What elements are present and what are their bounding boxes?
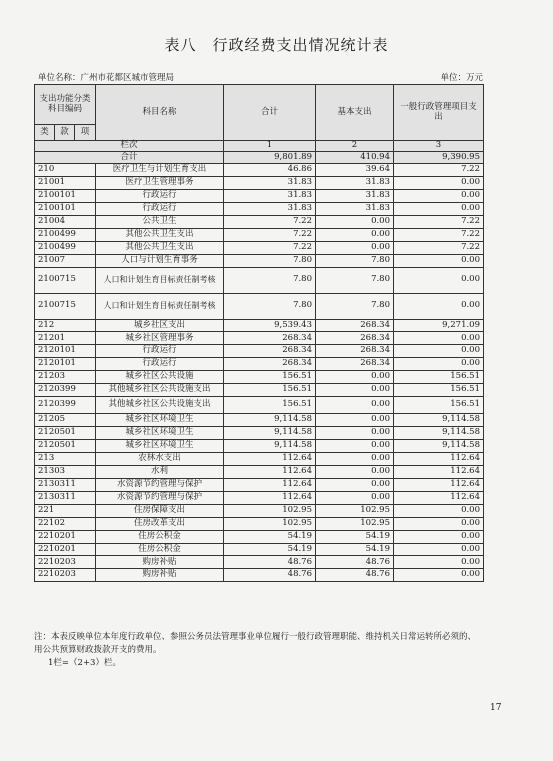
row-general: 156.51 <box>394 397 484 414</box>
row-name: 城乡社区环境卫生 <box>96 440 224 453</box>
row-basic: 7.80 <box>316 254 394 267</box>
table-row <box>35 556 484 569</box>
row-basic: 268.34 <box>316 332 394 345</box>
row-general: 0.00 <box>394 202 484 215</box>
sum-total: 9,801.89 <box>224 152 316 164</box>
table-row <box>35 228 484 241</box>
row-code: 2120399 <box>35 397 96 414</box>
table-row <box>35 569 484 582</box>
row-total: 268.34 <box>224 332 316 345</box>
row-basic: 0.00 <box>316 427 394 440</box>
table-row <box>35 504 484 517</box>
unit-name: 单位名称：广州市花都区城市管理局 <box>38 73 175 83</box>
row-general: 156.51 <box>394 384 484 397</box>
row-basic: 54.19 <box>316 543 394 556</box>
row-basic: 7.80 <box>316 267 394 293</box>
row-basic: 102.95 <box>316 504 394 517</box>
sum-general: 9,390.95 <box>394 152 484 164</box>
row-code: 210 <box>35 164 96 177</box>
row-general: 0.00 <box>394 176 484 189</box>
table-row <box>35 452 484 465</box>
row-basic: 0.00 <box>316 397 394 414</box>
row-code: 21303 <box>35 465 96 478</box>
row-basic: 0.00 <box>316 384 394 397</box>
row-code: 2100101 <box>35 189 96 202</box>
row-name: 人口与计划生育事务 <box>96 254 224 267</box>
table-row <box>35 345 484 358</box>
row-code: 2100499 <box>35 228 96 241</box>
row-basic: 0.00 <box>316 465 394 478</box>
row-code: 2100101 <box>35 202 96 215</box>
row-name: 城乡社区公共设施 <box>96 371 224 384</box>
row-code: 2130311 <box>35 478 96 491</box>
page-number: 17 <box>490 703 502 713</box>
row-general: 156.51 <box>394 371 484 384</box>
table-body <box>35 164 484 582</box>
row-code: 2210201 <box>35 543 96 556</box>
row-basic: 102.95 <box>316 517 394 530</box>
row-basic: 0.00 <box>316 452 394 465</box>
row-total: 9,114.58 <box>224 427 316 440</box>
table-row <box>35 530 484 543</box>
row-code: 2100715 <box>35 267 96 293</box>
row-total: 9,539.43 <box>224 319 316 332</box>
row-basic: 31.83 <box>316 202 394 215</box>
row-code: 221 <box>35 504 96 517</box>
header-kuan: 款 <box>55 125 75 141</box>
row-general: 112.64 <box>394 478 484 491</box>
row-total: 112.64 <box>224 452 316 465</box>
table-row <box>35 414 484 427</box>
row-name: 住房公积金 <box>96 530 224 543</box>
row-total: 7.80 <box>224 267 316 293</box>
row-name: 城乡社区管理事务 <box>96 332 224 345</box>
row-basic: 268.34 <box>316 345 394 358</box>
expense-table <box>34 84 484 582</box>
header-func-code: 支出功能分类科目编码 <box>35 85 96 125</box>
footnote-formula: 1栏=（2+3）栏。 <box>48 658 121 669</box>
table-row <box>35 465 484 478</box>
row-general: 0.00 <box>394 504 484 517</box>
footnote-text: 注：本表反映单位本年度行政单位、参照公务员法管理事业单位履行一般行政管理职能、维持机关日常运转所必须的、用公共预算财政拨款开支的费用。 <box>34 632 477 656</box>
row-basic: 39.64 <box>316 164 394 177</box>
row-code: 2120399 <box>35 384 96 397</box>
table-row <box>35 176 484 189</box>
row-basic: 0.00 <box>316 371 394 384</box>
row-basic: 0.00 <box>316 215 394 228</box>
table-row <box>35 267 484 293</box>
row-name: 行政运行 <box>96 189 224 202</box>
header-col1: 1 <box>224 141 316 152</box>
row-general: 0.00 <box>394 267 484 293</box>
row-total: 7.22 <box>224 241 316 254</box>
table-row <box>35 371 484 384</box>
row-general: 0.00 <box>394 332 484 345</box>
row-code: 2210201 <box>35 530 96 543</box>
row-code: 2120501 <box>35 427 96 440</box>
table-row <box>35 384 484 397</box>
row-total: 31.83 <box>224 202 316 215</box>
row-name: 城乡社区环境卫生 <box>96 414 224 427</box>
row-basic: 0.00 <box>316 241 394 254</box>
header-total: 合计 <box>224 85 316 141</box>
row-name: 水利 <box>96 465 224 478</box>
row-total: 31.83 <box>224 189 316 202</box>
table-row <box>35 293 484 319</box>
row-code: 2100499 <box>35 241 96 254</box>
row-name: 住房公积金 <box>96 543 224 556</box>
row-basic: 7.80 <box>316 293 394 319</box>
table-row <box>35 332 484 345</box>
row-total: 102.95 <box>224 517 316 530</box>
table-row <box>35 543 484 556</box>
row-total: 7.80 <box>224 254 316 267</box>
header-general: 一般行政管理项目支出 <box>394 85 484 141</box>
row-code: 2210203 <box>35 569 96 582</box>
row-name: 其他公共卫生支出 <box>96 241 224 254</box>
row-total: 156.51 <box>224 371 316 384</box>
header-col3: 3 <box>394 141 484 152</box>
row-code: 21203 <box>35 371 96 384</box>
table-row <box>35 241 484 254</box>
row-general: 7.22 <box>394 164 484 177</box>
table-row <box>35 397 484 414</box>
row-total: 156.51 <box>224 397 316 414</box>
row-name: 水资源节约管理与保护 <box>96 478 224 491</box>
row-general: 0.00 <box>394 543 484 556</box>
row-code: 2120501 <box>35 440 96 453</box>
table-row <box>35 440 484 453</box>
row-total: 102.95 <box>224 504 316 517</box>
table-row <box>35 478 484 491</box>
row-name: 行政运行 <box>96 358 224 371</box>
table-title: 表八 行政经费支出情况统计表 <box>164 36 389 54</box>
row-name: 住房保障支出 <box>96 504 224 517</box>
row-total: 112.64 <box>224 491 316 504</box>
table-row <box>35 319 484 332</box>
row-basic: 0.00 <box>316 478 394 491</box>
row-total: 54.19 <box>224 543 316 556</box>
row-total: 112.64 <box>224 478 316 491</box>
table-row <box>35 189 484 202</box>
row-general: 112.64 <box>394 491 484 504</box>
row-general: 0.00 <box>394 517 484 530</box>
row-code: 213 <box>35 452 96 465</box>
row-general: 0.00 <box>394 189 484 202</box>
table-row <box>35 254 484 267</box>
row-general: 7.22 <box>394 241 484 254</box>
row-total: 9,114.58 <box>224 440 316 453</box>
row-basic: 0.00 <box>316 491 394 504</box>
table-row <box>35 202 484 215</box>
row-name: 行政运行 <box>96 202 224 215</box>
table-row <box>35 164 484 177</box>
row-total: 7.22 <box>224 228 316 241</box>
header-subject: 科目名称 <box>96 85 224 141</box>
row-total: 54.19 <box>224 530 316 543</box>
row-general: 9,114.58 <box>394 427 484 440</box>
unit-label: 单位：万元 <box>440 73 483 83</box>
row-code: 2120101 <box>35 358 96 371</box>
row-name: 人口和计划生育目标责任制考核 <box>96 293 224 319</box>
row-code: 2100715 <box>35 293 96 319</box>
row-total: 48.76 <box>224 556 316 569</box>
row-code: 21001 <box>35 176 96 189</box>
row-general: 0.00 <box>394 254 484 267</box>
row-general: 7.22 <box>394 228 484 241</box>
row-general: 0.00 <box>394 345 484 358</box>
row-name: 农林水支出 <box>96 452 224 465</box>
row-name: 医疗卫生管理事务 <box>96 176 224 189</box>
table-row <box>35 215 484 228</box>
row-name: 购房补贴 <box>96 569 224 582</box>
row-total: 31.83 <box>224 176 316 189</box>
row-basic: 0.00 <box>316 440 394 453</box>
header-xiang: 项 <box>75 125 96 141</box>
sum-label: 合计 <box>35 152 224 164</box>
row-total: 7.80 <box>224 293 316 319</box>
row-code: 2210203 <box>35 556 96 569</box>
row-general: 9,114.58 <box>394 414 484 427</box>
table-row <box>35 427 484 440</box>
table-header <box>35 85 484 164</box>
row-general: 0.00 <box>394 293 484 319</box>
row-general: 0.00 <box>394 530 484 543</box>
row-general: 0.00 <box>394 569 484 582</box>
row-name: 水资源节约管理与保护 <box>96 491 224 504</box>
row-name: 购房补贴 <box>96 556 224 569</box>
row-general: 112.64 <box>394 465 484 478</box>
row-code: 21007 <box>35 254 96 267</box>
row-basic: 268.34 <box>316 319 394 332</box>
row-name: 医疗卫生与计划生育支出 <box>96 164 224 177</box>
row-name: 城乡社区支出 <box>96 319 224 332</box>
row-total: 7.22 <box>224 215 316 228</box>
row-name: 其他公共卫生支出 <box>96 228 224 241</box>
row-total: 48.76 <box>224 569 316 582</box>
header-basic: 基本支出 <box>316 85 394 141</box>
row-basic: 0.00 <box>316 228 394 241</box>
row-code: 22102 <box>35 517 96 530</box>
row-name: 公共卫生 <box>96 215 224 228</box>
table-row <box>35 358 484 371</box>
row-general: 9,271.09 <box>394 319 484 332</box>
row-general: 7.22 <box>394 215 484 228</box>
row-code: 212 <box>35 319 96 332</box>
row-basic: 54.19 <box>316 530 394 543</box>
row-basic: 48.76 <box>316 556 394 569</box>
row-general: 0.00 <box>394 556 484 569</box>
row-general: 0.00 <box>394 358 484 371</box>
row-name: 人口和计划生育目标责任制考核 <box>96 267 224 293</box>
row-code: 21004 <box>35 215 96 228</box>
row-total: 268.34 <box>224 358 316 371</box>
row-total: 112.64 <box>224 465 316 478</box>
row-name: 其他城乡社区公共设施支出 <box>96 397 224 414</box>
footnote <box>34 631 484 671</box>
row-code: 21201 <box>35 332 96 345</box>
header-col2: 2 <box>316 141 394 152</box>
table-row <box>35 517 484 530</box>
header-col-index: 栏次 <box>35 141 224 152</box>
row-basic: 31.83 <box>316 176 394 189</box>
row-name: 城乡社区环境卫生 <box>96 427 224 440</box>
row-basic: 48.76 <box>316 569 394 582</box>
row-total: 156.51 <box>224 384 316 397</box>
row-basic: 31.83 <box>316 189 394 202</box>
row-name: 住房改革支出 <box>96 517 224 530</box>
table-row <box>35 491 484 504</box>
row-name: 行政运行 <box>96 345 224 358</box>
row-total: 46.86 <box>224 164 316 177</box>
sum-basic: 410.94 <box>316 152 394 164</box>
row-code: 2130311 <box>35 491 96 504</box>
row-code: 2120101 <box>35 345 96 358</box>
row-name: 其他城乡社区公共设施支出 <box>96 384 224 397</box>
row-code: 21205 <box>35 414 96 427</box>
row-general: 112.64 <box>394 452 484 465</box>
row-basic: 268.34 <box>316 358 394 371</box>
row-general: 9,114.58 <box>394 440 484 453</box>
row-total: 268.34 <box>224 345 316 358</box>
row-total: 9,114.58 <box>224 414 316 427</box>
row-basic: 0.00 <box>316 414 394 427</box>
header-lei: 类 <box>35 125 55 141</box>
